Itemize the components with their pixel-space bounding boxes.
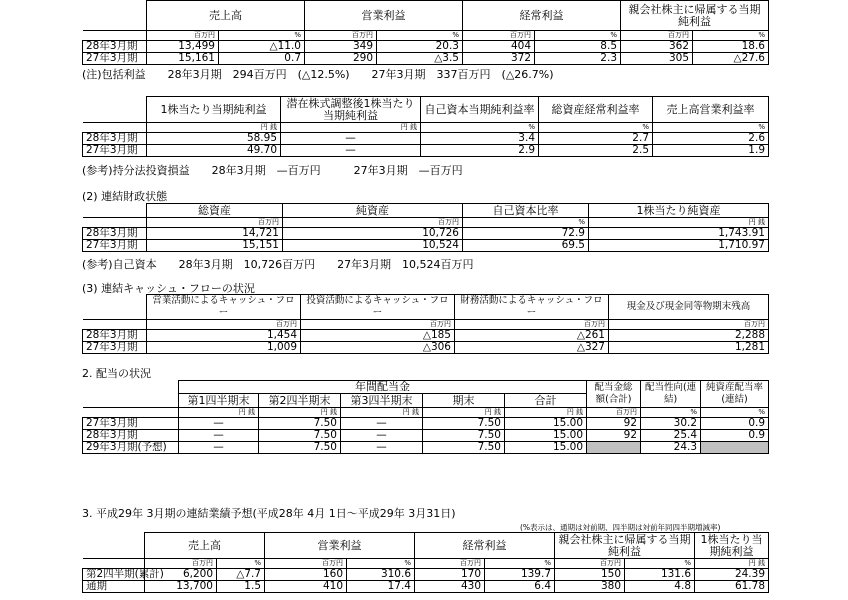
table-cell: △261 bbox=[455, 330, 609, 342]
header-roa: 総資産経常利益率 bbox=[539, 97, 653, 123]
header-investing-cf: 投資活動によるキャッシュ・フロー bbox=[301, 295, 455, 320]
table-cell: 6,200 bbox=[145, 569, 217, 581]
unit: % bbox=[485, 559, 555, 569]
table-cell: 131.6 bbox=[625, 569, 695, 581]
forecast-table bbox=[82, 532, 769, 593]
unit: % bbox=[217, 559, 265, 569]
header-sales: 売上高 bbox=[145, 533, 265, 559]
row-label: 27年3月期 bbox=[83, 53, 147, 65]
table-cell: — bbox=[341, 430, 423, 442]
unit: 百万円 bbox=[555, 559, 625, 569]
table-row bbox=[83, 240, 769, 252]
table-cell: 92 bbox=[587, 418, 641, 430]
unit: 百万円 bbox=[587, 408, 641, 418]
unit: 円 銭 bbox=[341, 408, 423, 418]
unit: 円 銭 bbox=[589, 218, 769, 228]
header-net-income: 親会社株主に帰属する当期純利益 bbox=[555, 533, 695, 559]
table-row bbox=[83, 442, 769, 454]
equity-note: (参考)自己資本 28年3月期 10,726百万円 27年3月期 10,524百万円 bbox=[82, 258, 474, 271]
dividend-table bbox=[82, 380, 769, 454]
table-cell: 13,700 bbox=[145, 581, 217, 593]
header-financing-cf: 財務活動によるキャッシュ・フロー bbox=[455, 295, 609, 320]
header-operating-margin: 売上高営業利益率 bbox=[653, 97, 769, 123]
table-cell: 61.78 bbox=[695, 581, 769, 593]
header-operating-income: 営業利益 bbox=[305, 1, 463, 31]
header-eps: 1株当たり当期純利益 bbox=[695, 533, 769, 559]
table-cell: 1,710.97 bbox=[589, 240, 769, 252]
unit: 百万円 bbox=[265, 559, 347, 569]
table-cell: 2.6 bbox=[653, 133, 769, 145]
table-cell: — bbox=[179, 430, 259, 442]
unit: % bbox=[377, 31, 463, 41]
unit: 百万円 bbox=[305, 31, 377, 41]
table-cell: △306 bbox=[301, 342, 455, 354]
table-cell: 2.3 bbox=[535, 53, 621, 65]
header-annual-dividends: 年間配当金 bbox=[179, 381, 587, 394]
header-equity-ratio: 自己資本比率 bbox=[463, 204, 589, 218]
table-cell: 2.5 bbox=[539, 145, 653, 157]
row-label: 29年3月期(予想) bbox=[83, 442, 179, 454]
table-cell: 1,281 bbox=[609, 342, 769, 354]
unit: % bbox=[641, 408, 701, 418]
header-q3-end: 第3四半期末 bbox=[341, 394, 423, 408]
table-cell: 139.7 bbox=[485, 569, 555, 581]
table-cell: 4.8 bbox=[625, 581, 695, 593]
table-cell: 14,721 bbox=[147, 228, 283, 240]
table-row bbox=[83, 41, 769, 53]
header-roe: 自己資本当期純利益率 bbox=[421, 97, 539, 123]
row-label: 28年3月期 bbox=[83, 228, 147, 240]
table-cell: △11.0 bbox=[219, 41, 305, 53]
table-cell: 170 bbox=[415, 569, 485, 581]
row-label: 28年3月期 bbox=[83, 41, 147, 53]
table-cell: 69.5 bbox=[463, 240, 589, 252]
header-payout-ratio: 配当性向(連結) bbox=[641, 381, 701, 408]
unit: % bbox=[693, 31, 769, 41]
header-ordinary-income: 経常利益 bbox=[463, 1, 621, 31]
unit: % bbox=[347, 559, 415, 569]
unit: 百万円 bbox=[609, 320, 769, 330]
table-cell: 15.00 bbox=[505, 418, 587, 430]
section-forecast: 3. 平成29年 3月期の連結業績予想(平成28年 4月 1日～平成29年 3月31日) bbox=[82, 507, 456, 520]
table-cell: 15.00 bbox=[505, 442, 587, 454]
header-total-assets: 総資産 bbox=[147, 204, 283, 218]
results-table bbox=[82, 0, 769, 65]
table-cell: 10,524 bbox=[283, 240, 463, 252]
row-label: 第2四半期(累計) bbox=[83, 569, 145, 581]
table-cell: 7.50 bbox=[423, 442, 505, 454]
table-cell: △185 bbox=[301, 330, 455, 342]
table-row bbox=[83, 569, 769, 581]
header-operating-cf: 営業活動によるキャッシュ・フロー bbox=[147, 295, 301, 320]
unit: % bbox=[219, 31, 305, 41]
header-total-dividends: 配当金総額(合計) bbox=[587, 381, 641, 408]
table-cell: 25.4 bbox=[641, 430, 701, 442]
unit: 円 銭 bbox=[695, 559, 769, 569]
table-cell: 305 bbox=[621, 53, 693, 65]
header-diluted-eps: 潜在株式調整後1株当たり当期純利益 bbox=[281, 97, 421, 123]
unit: % bbox=[539, 123, 653, 133]
table-cell: 7.50 bbox=[423, 418, 505, 430]
unit: 百万円 bbox=[145, 559, 217, 569]
header-net-income: 親会社株主に帰属する当期純利益 bbox=[621, 1, 769, 31]
table-cell bbox=[587, 442, 641, 454]
table-cell: 430 bbox=[415, 581, 485, 593]
table-cell: — bbox=[281, 145, 421, 157]
table-row bbox=[83, 53, 769, 65]
table-cell: 150 bbox=[555, 569, 625, 581]
header-q2-end: 第2四半期末 bbox=[259, 394, 341, 408]
table-row bbox=[83, 430, 769, 442]
header-q1-end: 第1四半期末 bbox=[179, 394, 259, 408]
row-label: 28年3月期 bbox=[83, 330, 147, 342]
unit: % bbox=[535, 31, 621, 41]
table-cell: 92 bbox=[587, 430, 641, 442]
unit: 百万円 bbox=[147, 320, 301, 330]
table-cell: 7.50 bbox=[259, 430, 341, 442]
table-cell: 8.5 bbox=[535, 41, 621, 53]
unit: % bbox=[625, 559, 695, 569]
row-label: 28年3月期 bbox=[83, 430, 179, 442]
table-cell: 72.9 bbox=[463, 228, 589, 240]
header-dividend-on-equity: 純資産配当率(連結) bbox=[701, 381, 769, 408]
table-row bbox=[83, 330, 769, 342]
header-eps: 1株当たり当期純利益 bbox=[147, 97, 281, 123]
header-bps: 1株当たり純資産 bbox=[589, 204, 769, 218]
unit: 円 銭 bbox=[505, 408, 587, 418]
table-row bbox=[83, 133, 769, 145]
table-cell: 372 bbox=[463, 53, 535, 65]
unit: 百万円 bbox=[455, 320, 609, 330]
table-cell: 2,288 bbox=[609, 330, 769, 342]
table-cell: △327 bbox=[455, 342, 609, 354]
header-sales: 売上高 bbox=[147, 1, 305, 31]
row-label: 27年3月期 bbox=[83, 418, 179, 430]
table-cell: 30.2 bbox=[641, 418, 701, 430]
table-cell: 404 bbox=[463, 41, 535, 53]
header-year-end: 期末 bbox=[423, 394, 505, 408]
table-cell: 380 bbox=[555, 581, 625, 593]
unit: 百万円 bbox=[301, 320, 455, 330]
table-row bbox=[83, 342, 769, 354]
unit: 円 銭 bbox=[423, 408, 505, 418]
table-cell: 349 bbox=[305, 41, 377, 53]
table-row bbox=[83, 581, 769, 593]
section-cash-flows: (3) 連結キャッシュ・フローの状況 bbox=[82, 282, 255, 295]
table-cell: 24.3 bbox=[641, 442, 701, 454]
unit: % bbox=[653, 123, 769, 133]
unit: 円 銭 bbox=[281, 123, 421, 133]
header-total: 合計 bbox=[505, 394, 587, 408]
ratios-table bbox=[82, 96, 769, 157]
comprehensive-income-note: (注)包括利益 28年3月期 294百万円 (△12.5%) 27年3月期 337百万円 (△26.7%) bbox=[82, 68, 554, 81]
row-label: 27年3月期 bbox=[83, 342, 147, 354]
table-cell: — bbox=[179, 418, 259, 430]
table-cell: 160 bbox=[265, 569, 347, 581]
row-label: 27年3月期 bbox=[83, 145, 147, 157]
table-row bbox=[83, 145, 769, 157]
row-label: 通期 bbox=[83, 581, 145, 593]
table-cell: △27.6 bbox=[693, 53, 769, 65]
table-cell: 3.4 bbox=[421, 133, 539, 145]
header-cash-balance: 現金及び現金同等物期末残高 bbox=[609, 295, 769, 320]
table-row bbox=[83, 418, 769, 430]
table-cell: 1,743.91 bbox=[589, 228, 769, 240]
table-cell: 362 bbox=[621, 41, 693, 53]
cash-flow-table bbox=[82, 294, 769, 354]
unit: % bbox=[701, 408, 769, 418]
table-cell: 1.5 bbox=[217, 581, 265, 593]
unit: % bbox=[421, 123, 539, 133]
header-net-assets: 純資産 bbox=[283, 204, 463, 218]
unit: 百万円 bbox=[463, 31, 535, 41]
table-cell: 2.9 bbox=[421, 145, 539, 157]
table-cell: — bbox=[341, 442, 423, 454]
table-cell: 13,499 bbox=[147, 41, 219, 53]
table-cell: 24.39 bbox=[695, 569, 769, 581]
table-cell: — bbox=[281, 133, 421, 145]
equity-method-note: (参考)持分法投資損益 28年3月期 —百万円 27年3月期 —百万円 bbox=[82, 164, 463, 177]
table-cell: 49.70 bbox=[147, 145, 281, 157]
table-cell: 1.9 bbox=[653, 145, 769, 157]
table-cell: — bbox=[341, 418, 423, 430]
unit: 百万円 bbox=[621, 31, 693, 41]
table-cell: 20.3 bbox=[377, 41, 463, 53]
table-cell: 1,009 bbox=[147, 342, 301, 354]
table-cell: 17.4 bbox=[347, 581, 415, 593]
row-label: 28年3月期 bbox=[83, 133, 147, 145]
table-cell: △7.7 bbox=[217, 569, 265, 581]
forecast-subnote: (%表示は、通期は対前期、四半期は対前年同四半期増減率) bbox=[520, 523, 721, 532]
table-cell: 2.7 bbox=[539, 133, 653, 145]
table-cell: 7.50 bbox=[259, 418, 341, 430]
table-cell: 0.9 bbox=[701, 418, 769, 430]
table-cell: 6.4 bbox=[485, 581, 555, 593]
header-ordinary-income: 経常利益 bbox=[415, 533, 555, 559]
table-cell: 0.9 bbox=[701, 430, 769, 442]
unit: 円 銭 bbox=[147, 123, 281, 133]
table-cell: 290 bbox=[305, 53, 377, 65]
unit: 百万円 bbox=[147, 31, 219, 41]
unit: 円 銭 bbox=[179, 408, 259, 418]
table-cell: 310.6 bbox=[347, 569, 415, 581]
section-dividends: 2. 配当の状況 bbox=[82, 367, 151, 380]
unit: % bbox=[463, 218, 589, 228]
table-cell: 15.00 bbox=[505, 430, 587, 442]
table-cell: 15,161 bbox=[147, 53, 219, 65]
table-cell: △3.5 bbox=[377, 53, 463, 65]
table-cell: 10,726 bbox=[283, 228, 463, 240]
table-cell: 7.50 bbox=[259, 442, 341, 454]
table-cell bbox=[701, 442, 769, 454]
table-cell: 58.95 bbox=[147, 133, 281, 145]
unit: 百万円 bbox=[283, 218, 463, 228]
table-cell: 18.6 bbox=[693, 41, 769, 53]
financial-position-table bbox=[82, 203, 769, 252]
section-financial-position: (2) 連結財政状態 bbox=[82, 190, 168, 203]
unit: 百万円 bbox=[147, 218, 283, 228]
table-row bbox=[83, 228, 769, 240]
unit: 百万円 bbox=[415, 559, 485, 569]
table-cell: 410 bbox=[265, 581, 347, 593]
table-cell: 0.7 bbox=[219, 53, 305, 65]
row-label: 27年3月期 bbox=[83, 240, 147, 252]
table-cell: 7.50 bbox=[423, 430, 505, 442]
unit: 円 銭 bbox=[259, 408, 341, 418]
table-cell: 15,151 bbox=[147, 240, 283, 252]
header-operating-income: 営業利益 bbox=[265, 533, 415, 559]
table-cell: — bbox=[179, 442, 259, 454]
table-cell: 1,454 bbox=[147, 330, 301, 342]
